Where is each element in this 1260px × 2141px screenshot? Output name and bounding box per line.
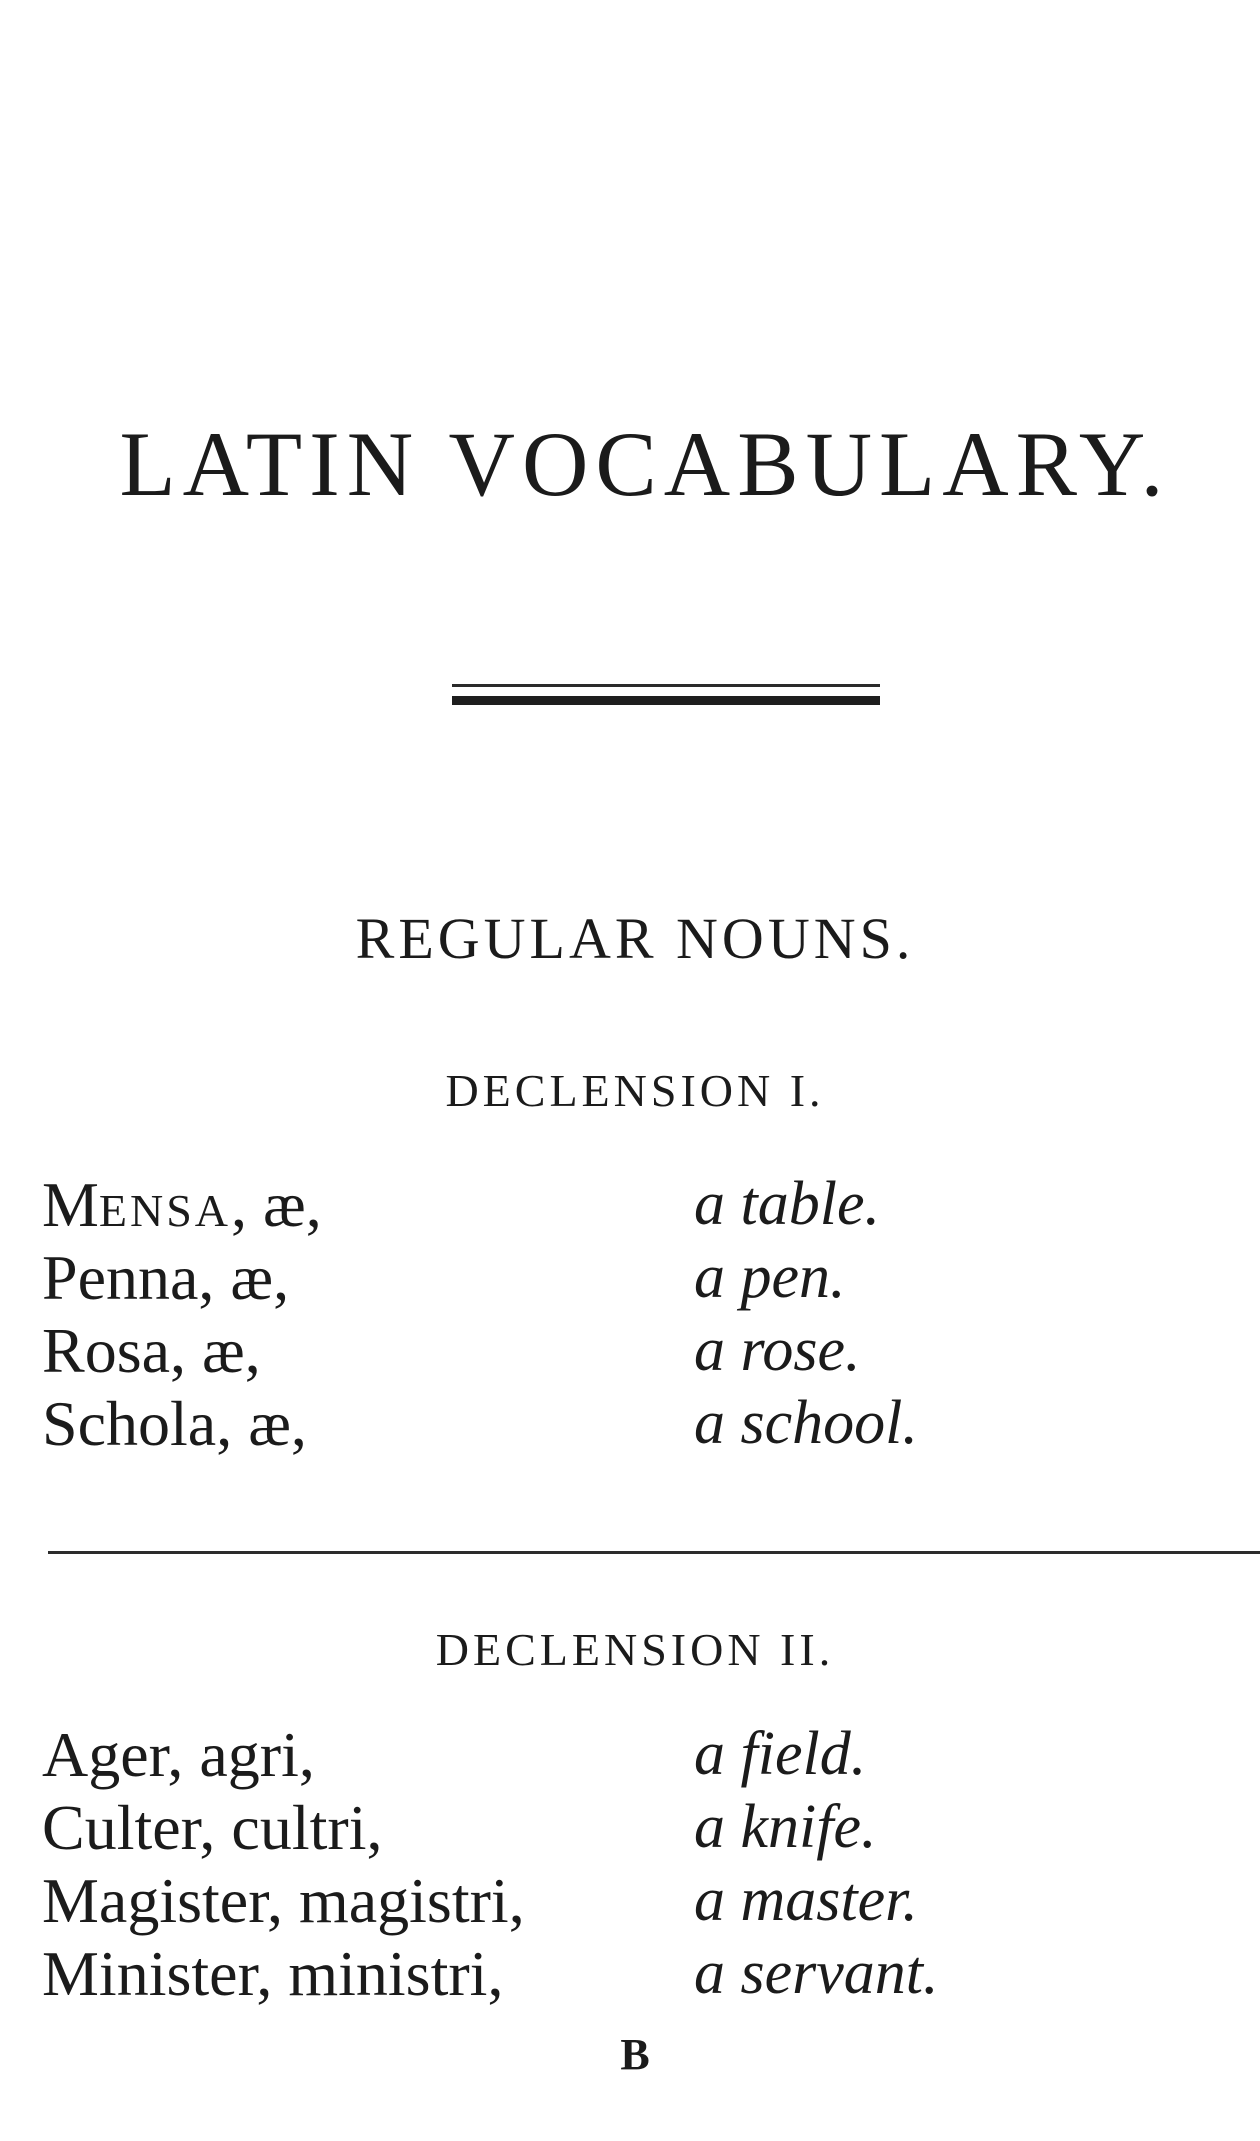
english-meaning: a rose. xyxy=(694,1316,861,1384)
latin-word-ending: , æ, xyxy=(231,1169,322,1240)
declension-2-heading: DECLENSION II. xyxy=(435,1624,835,1675)
vocab-row xyxy=(42,1864,1242,1937)
vocab-row xyxy=(42,1168,1242,1241)
declension-1-heading: DECLENSION I. xyxy=(445,1065,825,1116)
vocab-row xyxy=(42,1791,1242,1864)
latin-word: Schola, æ, xyxy=(42,1388,307,1459)
rule-thick-line xyxy=(452,696,880,705)
english-meaning: a master. xyxy=(694,1866,918,1934)
vocab-row xyxy=(42,1387,1242,1460)
latin-word: Penna, æ, xyxy=(42,1242,290,1313)
section-divider-rule xyxy=(48,1551,1260,1554)
signature-mark: B xyxy=(620,2030,650,2079)
latin-word xyxy=(42,1168,322,1247)
declension-1-list xyxy=(42,1168,1242,1460)
latin-word: Ager, agri, xyxy=(42,1719,315,1790)
english-meaning: a table. xyxy=(694,1170,880,1238)
vocab-row xyxy=(42,1718,1242,1791)
english-meaning: a field. xyxy=(694,1720,867,1788)
english-meaning: a knife. xyxy=(694,1793,877,1861)
title-double-rule xyxy=(452,684,880,705)
latin-word-initial: M xyxy=(42,1169,99,1240)
latin-word: Magister, magistri, xyxy=(42,1865,525,1936)
vocab-row xyxy=(42,1241,1242,1314)
latin-word: Minister, ministri, xyxy=(42,1938,504,2009)
section-heading: REGULAR NOUNS. xyxy=(355,906,915,971)
english-meaning: a school. xyxy=(694,1389,918,1457)
declension-2-list xyxy=(42,1718,1242,2010)
vocab-row xyxy=(42,1937,1242,2010)
latin-word-smallcaps: ENSA xyxy=(98,1185,232,1236)
english-meaning: a pen. xyxy=(694,1243,846,1311)
vocab-row xyxy=(42,1314,1242,1387)
rule-thin-line xyxy=(452,684,880,687)
page-title: LATIN VOCABULARY. xyxy=(119,413,1171,515)
latin-word: Rosa, æ, xyxy=(42,1315,261,1386)
latin-word: Culter, cultri, xyxy=(42,1792,383,1863)
english-meaning: a servant. xyxy=(694,1939,939,2007)
